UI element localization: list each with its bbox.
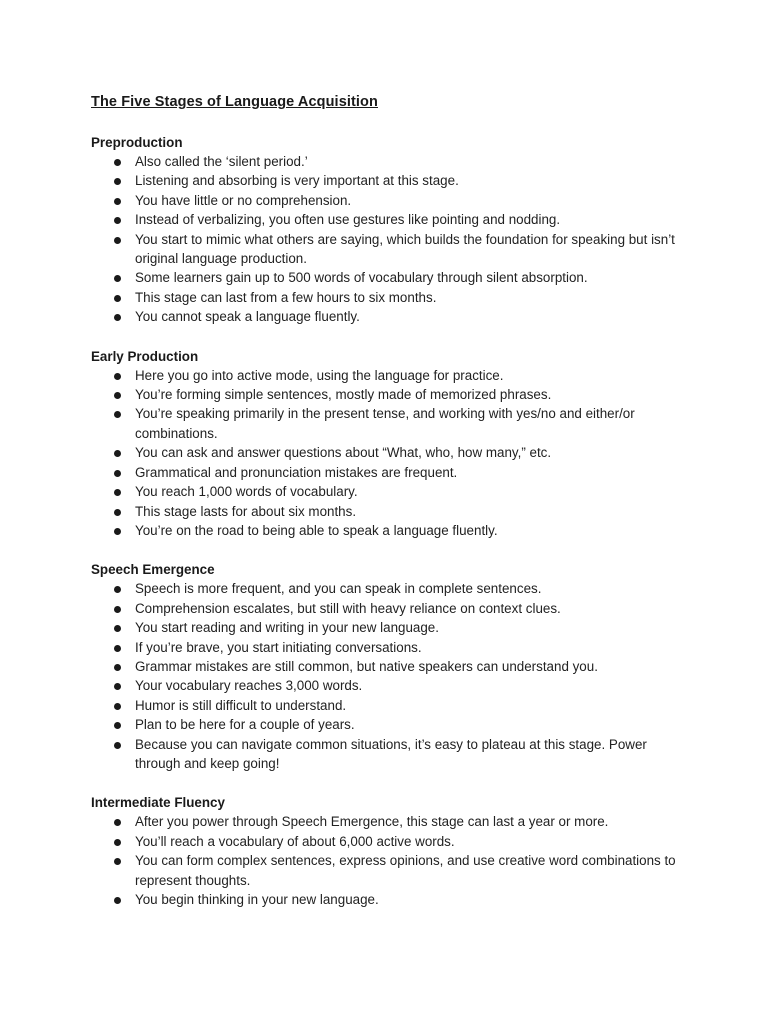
- list-item-text: Here you go into active mode, using the language for practice.: [135, 367, 504, 383]
- list-item-text: Plan to be here for a couple of years.: [135, 717, 355, 733]
- bullet-list: [91, 812, 691, 909]
- section-heading: Preproduction: [91, 135, 183, 150]
- bullet-icon: [114, 198, 121, 205]
- list-item: [91, 812, 691, 831]
- list-item: [91, 502, 691, 521]
- bullet-list: [91, 366, 691, 541]
- list-item: [91, 851, 691, 890]
- section-heading: Speech Emergence: [91, 562, 215, 578]
- list-item: [91, 152, 691, 171]
- bullet-icon: [114, 509, 121, 516]
- section-heading: Early Production: [91, 348, 199, 364]
- list-item-text: This stage can last from a few hours to six months.: [135, 289, 437, 305]
- section-preproduction: [91, 133, 691, 327]
- list-item-text: Comprehension escalates, but still with heavy reliance on context clues.: [135, 600, 561, 616]
- bullet-icon: [114, 411, 121, 418]
- bullet-icon: [114, 470, 121, 477]
- list-item-text: If you’re brave, you start initiating conversations.: [135, 639, 422, 655]
- section-early-production: [91, 347, 691, 541]
- bullet-icon: [114, 683, 121, 690]
- list-item-text: You’re speaking primarily in the present tense, and working with yes/no and either/or combinations.: [135, 406, 635, 441]
- bullet-icon: [114, 295, 121, 302]
- list-item: [91, 696, 691, 715]
- list-item-text: After you power through Speech Emergence, this stage can last a year or more.: [135, 814, 609, 830]
- list-item: [91, 268, 691, 287]
- bullet-icon: [114, 586, 121, 593]
- list-item: [91, 385, 691, 404]
- list-item: [91, 288, 691, 307]
- list-item: [91, 443, 691, 462]
- list-item: [91, 210, 691, 229]
- list-item-text: You reach 1,000 words of vocabulary.: [135, 484, 358, 500]
- list-item-text: Instead of verbalizing, you often use gestures like pointing and nodding.: [135, 212, 561, 228]
- list-item: [91, 618, 691, 637]
- bullet-icon: [114, 606, 121, 613]
- bullet-icon: [114, 178, 121, 185]
- list-item-text: You’re on the road to being able to speak a language fluently.: [135, 522, 498, 538]
- bullet-icon: [114, 159, 121, 166]
- section-speech-emergence: [91, 560, 691, 773]
- list-item: [91, 482, 691, 501]
- list-item: [91, 463, 691, 482]
- bullet-icon: [114, 897, 121, 904]
- list-item-text: You start to mimic what others are saying, which builds the foundation for speaking but isn’t original language production.: [135, 231, 675, 267]
- list-item-text: Grammar mistakes are still common, but native speakers can understand you.: [135, 658, 598, 674]
- list-item: [91, 599, 691, 618]
- section-intermediate-fluency: [91, 793, 691, 909]
- bullet-icon: [114, 450, 121, 457]
- list-item-text: Grammatical and pronunciation mistakes are frequent.: [135, 464, 458, 480]
- section-heading: Intermediate Fluency: [91, 795, 225, 811]
- list-item: [91, 638, 691, 657]
- list-item: [91, 715, 691, 734]
- list-item: [91, 171, 691, 190]
- list-item-text: You cannot speak a language fluently.: [135, 309, 360, 325]
- list-item-text: Humor is still difficult to understand.: [135, 697, 347, 713]
- list-item-text: Some learners gain up to 500 words of vocabulary through silent absorption.: [135, 270, 588, 286]
- bullet-icon: [114, 742, 121, 749]
- list-item-text: You’ll reach a vocabulary of about 6,000 active words.: [135, 833, 455, 849]
- list-item: [91, 676, 691, 695]
- list-item-text: Your vocabulary reaches 3,000 words.: [135, 678, 363, 694]
- list-item: [91, 735, 691, 774]
- list-item-text: Listening and absorbing is very important at this stage.: [135, 173, 459, 189]
- bullet-list: [91, 152, 691, 327]
- bullet-icon: [114, 392, 121, 399]
- list-item-text: You can form complex sentences, express opinions, and use creative word combinations to represent thoughts.: [135, 853, 676, 888]
- list-item-text: You have little or no comprehension.: [135, 192, 352, 208]
- list-item-text: You’re forming simple sentences, mostly made of memorized phrases.: [135, 387, 552, 403]
- bullet-icon: [114, 373, 121, 380]
- bullet-icon: [114, 314, 121, 321]
- document-page: [91, 93, 691, 909]
- list-item: [91, 657, 691, 676]
- list-item-text: Also called the ‘silent period.’: [135, 154, 308, 169]
- list-item: [91, 404, 691, 443]
- list-item-text: Because you can navigate common situations, it’s easy to plateau at this stage. Power through and keep going!: [135, 736, 647, 771]
- list-item-text: You begin thinking in your new language.: [135, 892, 379, 907]
- document-title: The Five Stages of Language Acquisition: [91, 94, 378, 110]
- list-item: [91, 521, 691, 540]
- list-item: [91, 307, 691, 326]
- bullet-icon: [114, 528, 121, 535]
- list-item-text: You start reading and writing in your new language.: [135, 620, 439, 636]
- bullet-icon: [114, 819, 121, 826]
- list-item-text: You can ask and answer questions about “What, who, how many,” etc.: [135, 445, 552, 461]
- list-item: [91, 579, 691, 598]
- bullet-icon: [114, 237, 121, 244]
- list-item-text: This stage lasts for about six months.: [135, 503, 357, 519]
- bullet-icon: [114, 645, 121, 652]
- bullet-icon: [114, 217, 121, 224]
- bullet-list: [91, 579, 691, 773]
- bullet-icon: [114, 839, 121, 846]
- list-item: [91, 191, 691, 210]
- bullet-icon: [114, 722, 121, 729]
- list-item: [91, 230, 691, 269]
- list-item: [91, 890, 691, 909]
- bullet-icon: [114, 664, 121, 671]
- bullet-icon: [114, 858, 121, 865]
- bullet-icon: [114, 489, 121, 496]
- list-item: [91, 366, 691, 385]
- list-item-text: Speech is more frequent, and you can speak in complete sentences.: [135, 581, 542, 597]
- bullet-icon: [114, 703, 121, 710]
- bullet-icon: [114, 275, 121, 282]
- bullet-icon: [114, 625, 121, 632]
- list-item: [91, 832, 691, 851]
